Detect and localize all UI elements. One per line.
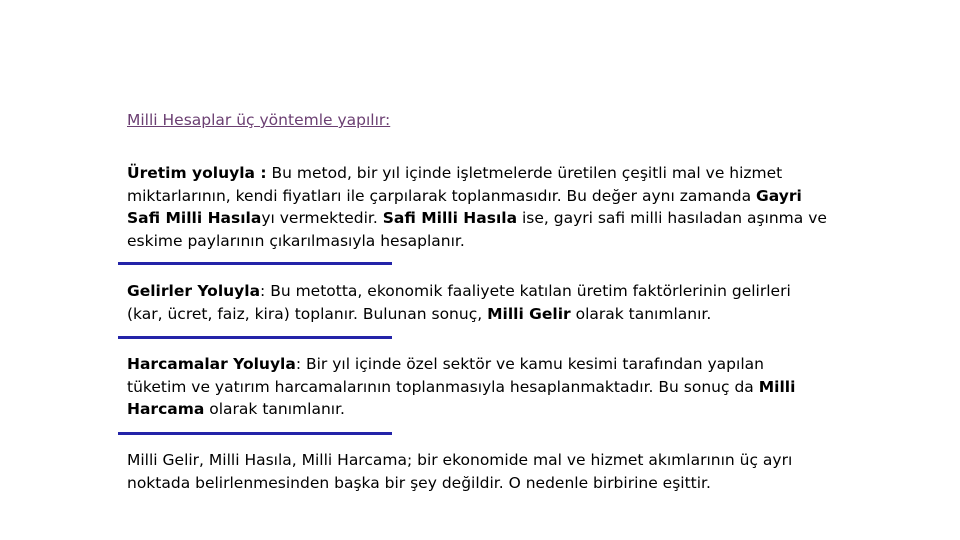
expenditure-text-1: : Bir yıl içinde özel sektör ve kamu kesimi tarafından yapılan tüketim ve yatırım harcamalarının toplanmasıyla hesaplanmaktadır. Bu sonuç da [127,355,764,396]
net-national-product-term: Safi Milli Hasıla [382,209,518,227]
national-income-term: Milli Gelir [487,304,571,323]
expenditure-text-2: olarak tanımlanır. [204,400,345,418]
expenditure-method-paragraph [127,353,827,421]
income-text-2: olarak tanımlanır. [570,304,712,323]
section-divider [118,262,392,265]
production-text-1: Bu metod, bir yıl içinde işletmelerde üretilen çeşitli mal ve hizmet miktarlarının, kendi fiyatları ile çarpılarak toplanmasıdır. Bu değer aynı zamanda [127,164,783,205]
income-method-term: Gelirler Yoluyla [127,282,261,300]
section-divider [118,432,392,435]
national-expenditure-term: Milli Harcama [127,377,796,418]
heading: Milli Hesaplar üç yöntemle yapılır: [127,111,391,129]
production-method-paragraph [127,162,827,252]
expenditure-method-term: Harcamalar Yoluyla [127,355,296,373]
production-text-2: yı vermektedir. [261,209,383,227]
production-text-3: ise, gayri safi milli hasıladan aşınma ve eskime paylarının çıkarılmasıyla hesaplanır. [127,209,827,250]
section-divider [118,336,392,339]
conclusion-paragraph: Milli Gelir, Milli Hasıla, Milli Harcama; bir ekonomide mal ve hizmet akımlarının üç ayrı noktada belirlenmesinden başka bir şey değildir. O nedenle birbirine eşittir. [127,451,793,492]
income-method-paragraph [127,280,827,325]
production-method-term: Üretim yoluyla : [127,164,267,182]
gross-national-product-term: Gayri Safi Milli Hasıla [127,186,802,227]
income-text-1: : Bu metotta, ekonomik faaliyete katılan üretim faktörlerinin gelirleri (kar, ücret, faiz, kira) toplanır. Bulunan sonuç, [127,282,791,323]
